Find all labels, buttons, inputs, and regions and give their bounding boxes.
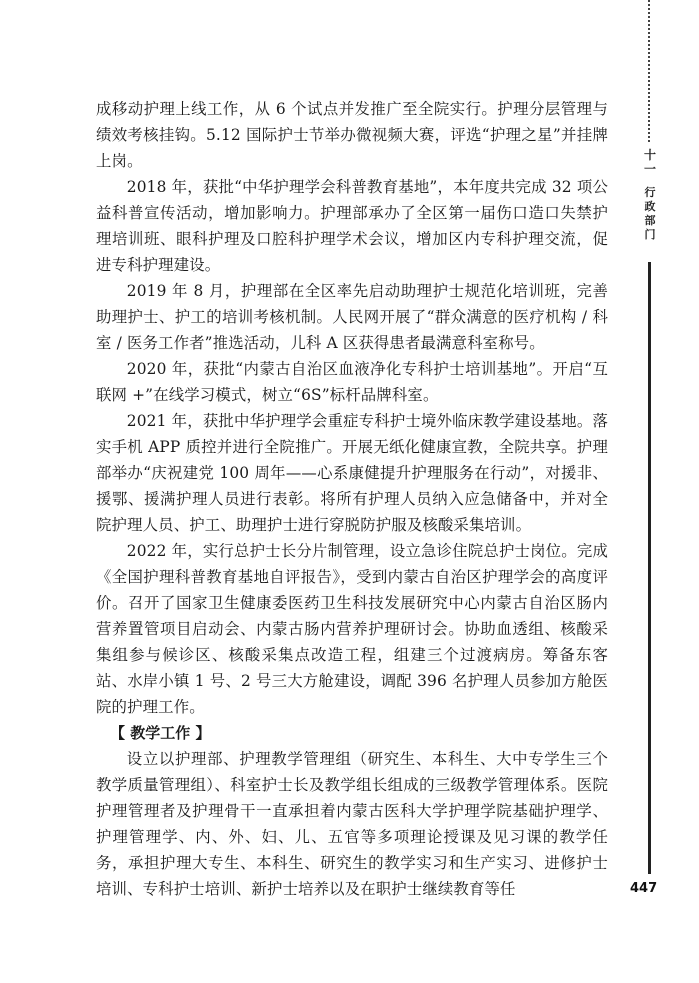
- section-heading-teaching: 【 教学工作 】: [110, 724, 211, 742]
- paragraph-continued: 成移动护理上线工作，从 6 个试点并发推广至全院实行。护理分层管理与绩效考核挂钩。5.12 国际护士节举办微视频大赛，评选“护理之星”并挂牌上岗。: [96, 100, 608, 170]
- paragraph-2022: 2022 年，实行总护士长分片制管理，设立急诊住院总护士岗位。完成《全国护理科普教育基地自评报告》，受到内蒙古自治区护理学会的高度评价。召开了国家卫生健康委医药卫生科技发展研究中心内蒙古自治区肠内营养置管项目启动会、内蒙古肠内营养护理研讨会。协助血透组、核酸采集组参与候诊区、核酸采集点改造工程，组建三个过渡病房。筹备东客站、水岸小镇 1 号、2 号三大方舱建设，调配 396 名护理人员参加方舱医院的护理工作。: [96, 542, 608, 716]
- paragraph-teaching: 设立以护理部、护理教学管理组（研究生、本科生、大中专学生三个教学质量管理组）、科室护士长及教学组长组成的三级教学管理体系。医院护理管理者及护理骨干一直承担着内蒙古医科大学护理学院基础护理学、护理管理学、内、外、妇、儿、五官等多项理论授课及见习课的教学任务，承担护理大专生、本科生、研究生的教学实习和生产实习、进修护士培训、专科护士培训、新护士培养以及在职护士继续教育等任: [96, 750, 608, 898]
- margin-solid-rule: [648, 262, 651, 874]
- chapter-number: 十一: [643, 148, 656, 176]
- paragraph-2020: 2020 年，获批“内蒙古自治区血液净化专科护士培训基地”。开启“互联网 +”在线学习模式，树立“6S”标杆品牌科室。: [96, 360, 608, 404]
- body-text: [96, 96, 608, 902]
- margin-dotted-rule: [648, 0, 650, 142]
- chapter-title: 行政部门: [644, 186, 656, 241]
- paragraph-2021: 2021 年，获批中华护理学会重症专科护士境外临床教学建设基地。落实手机 APP 质控并进行全院推广。开展无纸化健康宣教，全院共享。护理部举办“庆祝建党 100 周年——心系康健提升护理服务在行动”，对援非、援鄂、援满护理人员进行表彰。将所有护理人员纳入应急储备中，并对全院护理人员、护工、助理护士进行穿脱防护服及核酸采集培训。: [96, 412, 608, 534]
- paragraph-2018: 2018 年，获批“中华护理学会科普教育基地”，本年度共完成 32 项公益科普宣传活动，增加影响力。护理部承办了全区第一届伤口造口失禁护理培训班、眼科护理及口腔科护理学术会议，增加区内专科护理交流，促进专科护理建设。: [96, 178, 608, 274]
- paragraph-2019: 2019 年 8 月，护理部在全区率先启动助理护士规范化培训班，完善助理护士、护工的培训考核机制。人民网开展了“群众满意的医疗机构 / 科室 / 医务工作者”推选活动，儿科 A 区获得患者最满意科室称号。: [96, 282, 608, 352]
- chapter-tab: [640, 148, 660, 242]
- page-number: 447: [622, 876, 699, 902]
